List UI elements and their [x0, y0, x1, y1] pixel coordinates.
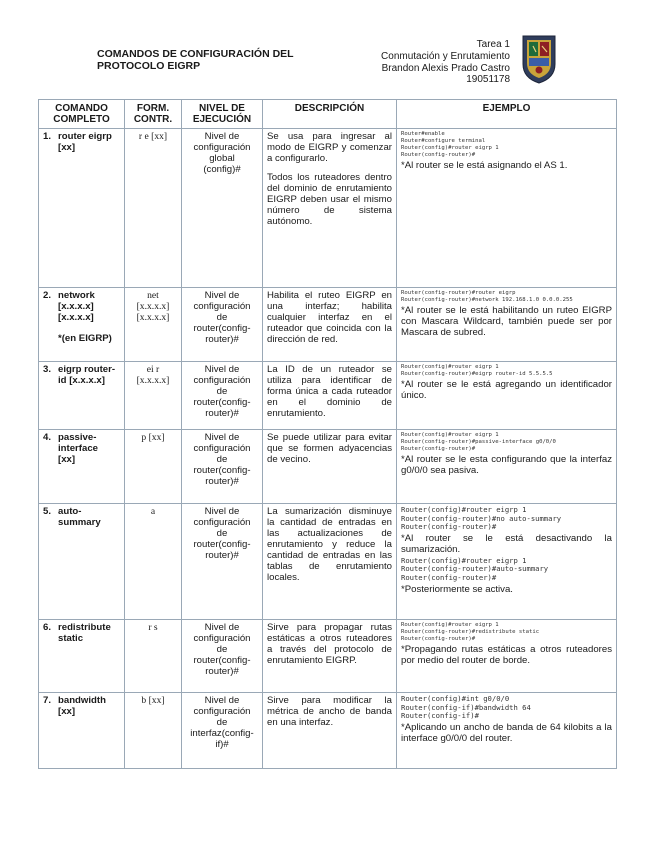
- description-cell: La ID de un ruteador se utiliza para identificar de forma única a cada ruteador en el dominio de enrutamiento.: [263, 362, 397, 430]
- row-number: 7.: [43, 695, 52, 706]
- code-snippet: Router(config)#router eigrp 1 Router(config-router)#eigrp router-id 5.5.5.5: [401, 364, 553, 377]
- university-crest-logo: [520, 34, 558, 84]
- nivel-cell: Nivel de configuración de router(config- router)#: [182, 362, 263, 430]
- example-cell: Router(config)#router eigrp 1 Router(config-router)#eigrp router-id 5.5.5.5 *Al router se le está agregando un identificador único.: [397, 362, 617, 430]
- command-cell: 5. auto- summary: [39, 504, 125, 620]
- form-cell: p [xx]: [125, 430, 182, 504]
- code-snippet: Router(config-router)#router eigrp Router(config-router)#network 192.168.1.0 0.0.0.255: [401, 290, 573, 303]
- description-cell: Se usa para ingresar al modo de EIGRP y comenzar a configurarlo. Todos los ruteadores dentro del dominio de enrutamiento EIGRP deben usar el mismo número de sistema autónomo.: [263, 129, 397, 288]
- command-cell: 2. network [x.x.x.x] [x.x.x.x] *(en EIGRP): [39, 288, 125, 362]
- code-snippet: Router(config)#router eigrp 1 Router(config-router)#no auto-summary Router(config-router)#: [401, 506, 562, 532]
- example-cell: Router#enable Router#configure terminal Router(config)#router eigrp 1 Router(config-router)# *Al router se le está asignando el AS 1.: [397, 129, 617, 288]
- example-cell: Router(config)#router eigrp 1 Router(config-router)#no auto-summary Router(config-router)# *Al router se le está desactivando la sumarización. Router(config)#router eigrp 1 Router(config-router)#auto-summary Router(config-router)# *Posteriormente se activa.: [397, 504, 617, 620]
- row-number: 3.: [43, 364, 52, 375]
- nivel-cell: Nivel de configuración global (config)#: [182, 129, 263, 288]
- description-cell: Habilita el ruteo EIGRP en una interfaz; habilita cualquier interfaz en el ruteador que coincida con la dirección de red.: [263, 288, 397, 362]
- table-row: [39, 288, 617, 362]
- meta-line: Brandon Alexis Prado Castro: [381, 62, 510, 74]
- description-cell: Sirve para modificar la métrica de ancho de banda en una interfaz.: [263, 693, 397, 769]
- table-row: [39, 693, 617, 769]
- example-cell: Router(config)#router eigrp 1 Router(config-router)#passive-interface g0/0/0 Router(config-router)# *Al router se le esta configurando que la interfaz g0/0/0 sea pasiva.: [397, 430, 617, 504]
- table-row: [39, 504, 617, 620]
- table-row: [39, 129, 617, 288]
- nivel-cell: Nivel de configuración de router(config- router)#: [182, 430, 263, 504]
- header-comando: COMANDO COMPLETO: [39, 100, 125, 129]
- header-ejemplo: EJEMPLO: [397, 100, 617, 129]
- header-nivel: NIVEL DE EJECUCIÓN: [182, 100, 263, 129]
- command-cell: 1. router eigrp [xx]: [39, 129, 125, 288]
- table-row: [39, 620, 617, 693]
- nivel-cell: Nivel de configuración de interfaz(config- if)#: [182, 693, 263, 769]
- author-info: [290, 39, 510, 86]
- meta-line: 19051178: [466, 74, 510, 86]
- form-cell: a: [125, 504, 182, 620]
- form-cell: b [xx]: [125, 693, 182, 769]
- command-cell: 4. passive- interface [xx]: [39, 430, 125, 504]
- form-cell: r e [xx]: [125, 129, 182, 288]
- row-number: 6.: [43, 622, 52, 633]
- form-cell: r s: [125, 620, 182, 693]
- header-form: FORM. CONTR.: [125, 100, 182, 129]
- row-number: 4.: [43, 432, 52, 443]
- row-number: 1.: [43, 131, 52, 142]
- code-snippet: Router#enable Router#configure terminal Router(config)#router eigrp 1 Router(config-router)#: [401, 131, 499, 158]
- command-cell: 3. eigrp router- id [x.x.x.x]: [39, 362, 125, 430]
- command-cell: 6. redistribute static: [39, 620, 125, 693]
- description-cell: Sirve para propagar rutas estáticas a otros ruteadores a través del protocolo de enrutamiento EIGRP.: [263, 620, 397, 693]
- row-number: 2.: [43, 290, 52, 301]
- table-header-row: [39, 100, 617, 129]
- commands-table: [38, 99, 617, 769]
- command-cell: 7. bandwidth [xx]: [39, 693, 125, 769]
- title-line-1: COMANDOS DE CONFIGURACIÓN DEL: [97, 48, 294, 60]
- description-cell: La sumarización disminuye la cantidad de entradas en las actualizaciones de enrutamiento y reduce la cantidad de entradas en las tablas de enrutamiento locales.: [263, 504, 397, 620]
- code-snippet: Router(config)#router eigrp 1 Router(config-router)#redistribute static Router(config-router)#: [401, 622, 540, 642]
- title-line-2: PROTOCOLO EIGRP: [97, 60, 201, 72]
- form-cell: ei r [x.x.x.x]: [125, 362, 182, 430]
- table-row: [39, 362, 617, 430]
- example-cell: Router(config-router)#router eigrp Router(config-router)#network 192.168.1.0 0.0.0.255 *Al router se le está habilitando un ruteo EIGRP con Mascara Wildcard, también puede ser por Mascara de subred.: [397, 288, 617, 362]
- nivel-cell: Nivel de configuración de router(config- router)#: [182, 504, 263, 620]
- code-snippet: Router(config)#int g0/0/0 Router(config-if)#bandwidth 64 Router(config-if)#: [401, 695, 531, 721]
- code-snippet: Router(config)#router eigrp 1 Router(config-router)#passive-interface g0/0/0 Router(config-router)#: [401, 432, 556, 452]
- example-cell: Router(config)#router eigrp 1 Router(config-router)#redistribute static Router(config-router)# *Propagando rutas estáticas a otros ruteadores por medio del router de borde.: [397, 620, 617, 693]
- nivel-cell: Nivel de configuración de router(config- router)#: [182, 620, 263, 693]
- description-cell: Se puede utilizar para evitar que se formen adyacencias de vecino.: [263, 430, 397, 504]
- meta-line: Conmutación y Enrutamiento: [381, 50, 510, 62]
- row-number: 5.: [43, 506, 52, 517]
- form-cell: net [x.x.x.x] [x.x.x.x]: [125, 288, 182, 362]
- meta-line: Tarea 1: [476, 39, 510, 50]
- nivel-cell: Nivel de configuración de router(config- router)#: [182, 288, 263, 362]
- header-descripcion: DESCRIPCIÓN: [263, 100, 397, 129]
- table-row: [39, 430, 617, 504]
- code-snippet: Router(config)#router eigrp 1 Router(config-router)#auto-summary Router(config-router)#: [401, 556, 549, 582]
- example-cell: Router(config)#int g0/0/0 Router(config-if)#bandwidth 64 Router(config-if)# *Aplicando un ancho de banda de 64 kilobits a la interface g0/0/0 del router.: [397, 693, 617, 769]
